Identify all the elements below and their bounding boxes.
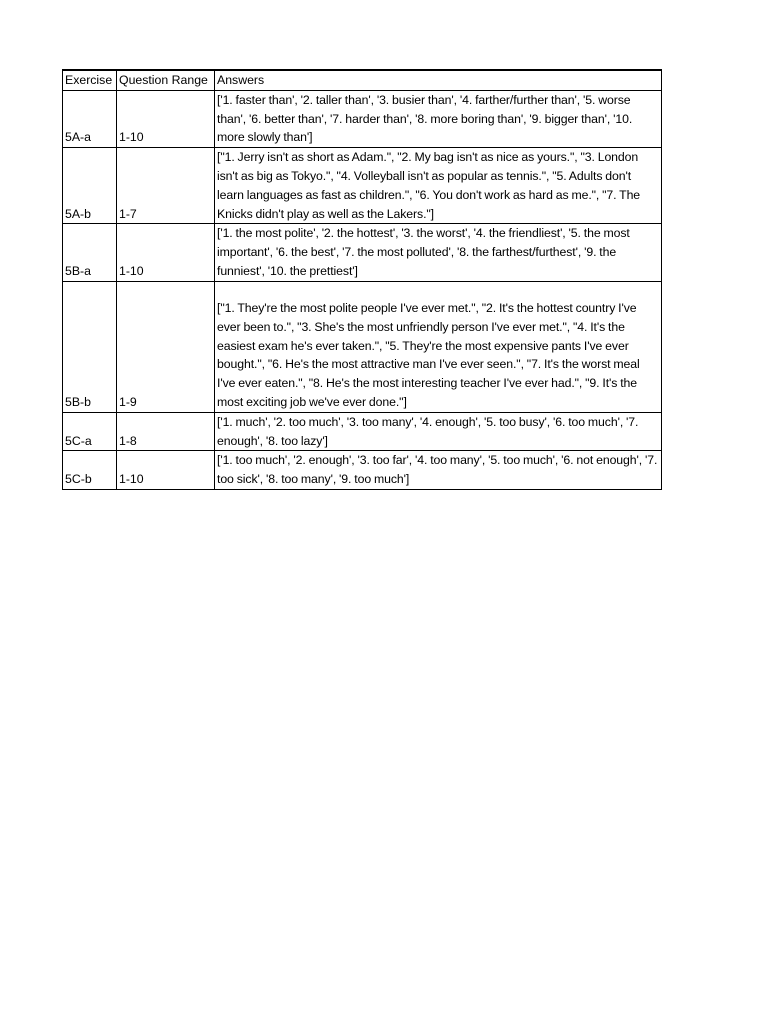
header-question-range: Question Range: [117, 70, 215, 90]
question-range-cell: 1-8: [117, 412, 215, 451]
table-row: [63, 281, 662, 412]
table-row: [63, 90, 662, 147]
exercise-cell: 5A-b: [63, 148, 117, 224]
table-row: [63, 451, 662, 490]
question-range-cell: 1-9: [117, 281, 215, 412]
answers-cell: ['1. faster than', '2. taller than', '3. busier than', '4. farther/further than', '5. worse than', '6. better than', '7. harder than', '8. more boring than', '9. bigger than', '10. more slowly than']: [215, 90, 662, 147]
exercise-cell: 5C-a: [63, 412, 117, 451]
answers-cell: ["1. Jerry isn't as short as Adam.", "2. My bag isn't as nice as yours.", "3. London isn't as big as Tokyo.", "4. Volleyball isn't as popular as tennis.", "5. Adults don't learn languages as fast as children.", "6. You don't work as hard as me.", "7. The Knicks didn't play as well as the Lakers."]: [215, 148, 662, 224]
exercise-cell: 5C-b: [63, 451, 117, 490]
answers-cell: ['1. too much', '2. enough', '3. too far', '4. too many', '5. too much', '6. not enough', '7. too sick', '8. too many', '9. too much']: [215, 451, 662, 490]
question-range-cell: 1-7: [117, 148, 215, 224]
header-exercise: Exercise: [63, 70, 117, 90]
table-row: [63, 224, 662, 281]
table-row: [63, 412, 662, 451]
table-row: [63, 148, 662, 224]
answers-cell: ['1. the most polite', '2. the hottest', '3. the worst', '4. the friendliest', '5. the most important', '6. the best', '7. the most polluted', '8. the farthest/furthest', '9. the funniest', '10. the prettiest']: [215, 224, 662, 281]
question-range-cell: 1-10: [117, 451, 215, 490]
exercise-cell: 5A-a: [63, 90, 117, 147]
header-row: [63, 70, 662, 90]
spreadsheet-page: [62, 69, 661, 490]
answers-cell: ['1. much', '2. too much', '3. too many', '4. enough', '5. too busy', '6. too much', '7. enough', '8. too lazy']: [215, 412, 662, 451]
question-range-cell: 1-10: [117, 90, 215, 147]
exercise-cell: 5B-b: [63, 281, 117, 412]
exercise-cell: 5B-a: [63, 224, 117, 281]
answer-key-table: [62, 69, 662, 490]
answers-cell: ["1. They're the most polite people I've ever met.", "2. It's the hottest country I've ever been to.", "3. She's the most unfriendly person I've ever met.", "4. It's the easiest exam he's ever taken.", "5. They're the most expensive pants I've ever bought.", "6. He's the most attractive man I've ever seen.", "7. It's the worst meal I've ever eaten.", "8. He's the most interesting teacher I've ever had.", "9. It's the most exciting job we've ever done."]: [215, 281, 662, 412]
header-answers: Answers: [215, 70, 662, 90]
question-range-cell: 1-10: [117, 224, 215, 281]
